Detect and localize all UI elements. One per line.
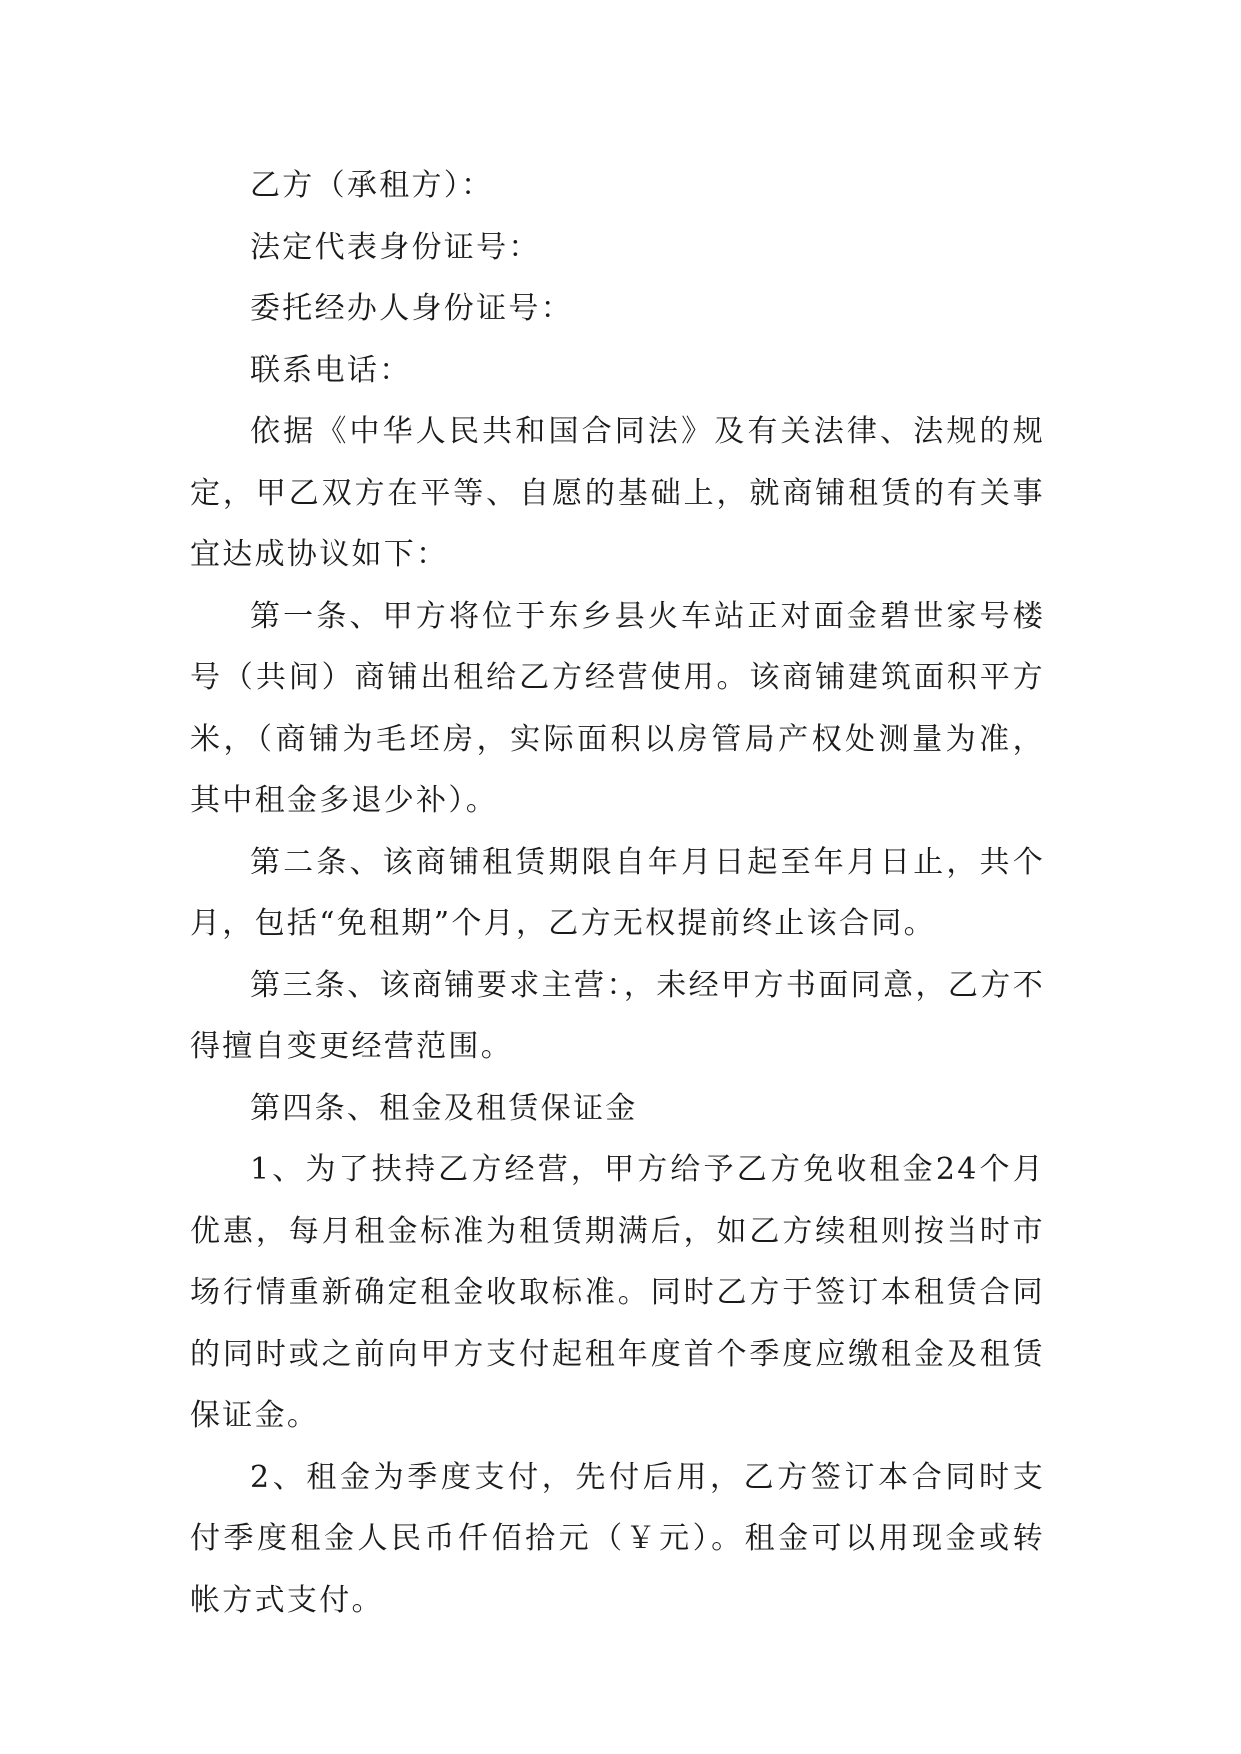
paragraph-lessee: 乙方（承租方）： (250, 168, 494, 203)
paragraph-article-2: 第二条、该商铺租赁期限自年月日起至年月日止，共个月，包括“免租期”个月，乙方无权提前终止该合同。 (190, 844, 1045, 941)
paragraph-preamble: 依据《中华人民共和国合同法》及有关法律、法规的规定，甲乙双方在平等、自愿的基础上，就商铺租赁的有关事宜达成协议如下： (190, 414, 1045, 572)
paragraph-agent-id: 委托经办人身份证号： (250, 291, 573, 326)
paragraph-legal-rep-id: 法定代表身份证号： (250, 229, 541, 265)
paragraph-article-4-item-1: 1、为了扶持乙方经营，甲方给予乙方免收租金24个月优惠，每月租金标准为租赁期满后，如乙方续租则按当时市场行情重新确定租金收取标准。同时乙方于签订本租赁合同的同时或之前向甲方支付起租年度首个季度应缴租金及租赁保证金。 (190, 1152, 1045, 1433)
paragraph-article-4-heading: 第四条、租金及租赁保证金 (250, 1090, 638, 1126)
paragraph-article-3: 第三条、该商铺要求主营：，未经甲方书面同意，乙方不得擅自变更经营范围。 (190, 967, 1045, 1064)
document-body (190, 155, 1045, 1631)
paragraph-article-4-item-2: 2、租金为季度支付，先付后用，乙方签订本合同时支付季度租金人民币仟佰拾元（￥元）。租金可以用现金或转帐方式支付。 (190, 1459, 1045, 1618)
paragraph-article-1: 第一条、甲方将位于东乡县火车站正对面金碧世家号楼号（共间）商铺出租给乙方经营使用。该商铺建筑面积平方米，（商铺为毛坯房，实际面积以房管局产权处测量为准，其中租金多退少补）。 (190, 598, 1045, 818)
paragraph-phone: 联系电话： (250, 352, 412, 388)
